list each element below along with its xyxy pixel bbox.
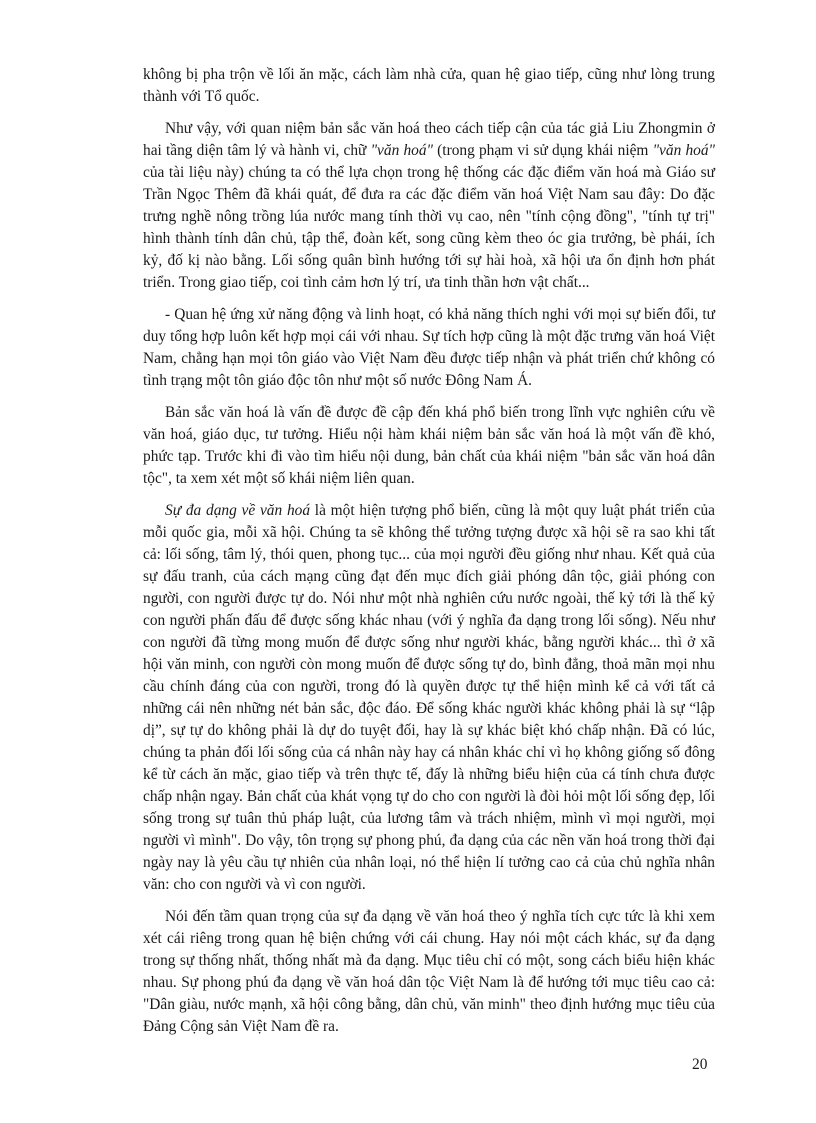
text-run: Như vậy, với quan niệm bản sắc văn hoá theo cách tiếp cận của tác giả Liu Zhongmin ở hai tầng diện tâm lý và hành vi, chữ (143, 120, 715, 159)
paragraph (143, 500, 715, 896)
text-run: (trong phạm vi sử dụng khái niệm (433, 142, 653, 159)
text-run: không bị pha trộn về lối ăn mặc, cách làm nhà cửa, quan hệ giao tiếp, cũng như lòng trung thành với Tổ quốc. (143, 66, 715, 105)
text-run: của tài liệu này) chúng ta có thể lựa chọn trong hệ thống các đặc điểm văn hoá mà Giáo sư Trần Ngọc Thêm đã khái quát, để đưa ra các đặc điểm văn hoá Việt Nam sau đây: Do đặc trưng nghề nông trồng lúa nước mang tính thời vụ cao, nên "tính cộng đồng", "tính tự trị" hình thành tính dân chủ, tập thể, đoàn kết, song cũng kèm theo óc gia trưởng, bè phái, ích kỷ, đố kị nào bằng. Lối sống quân bình hướng tới sự hài hoà, xã hội ưa ổn định hơn phát triển. Trong giao tiếp, coi tình cảm hơn lý trí, ưa tinh thần hơn vật chất... (143, 164, 715, 291)
paragraph (143, 118, 715, 294)
page-number: 20 (692, 1056, 708, 1073)
paragraph (143, 304, 715, 392)
paragraph (143, 402, 715, 490)
text-run: là một hiện tượng phổ biến, cũng là một quy luật phát triển của mỗi quốc gia, mỗi xã hội. Chúng ta sẽ không thể tưởng tượng được xã hội sẽ ra sao khi tất cả: lối sống, tâm lý, thói quen, phong tục... của mọi người đều giống như nhau. Kết quả của sự đấu tranh, của cách mạng cũng đạt đến mục đích giải phóng dân tộc, giải phóng con người, con người được tự do. Nói như một nhà nghiên cứu nước ngoài, thế kỷ tới là thế kỷ con người phấn đấu để được sống khác nhau (với ý nghĩa đa dạng trong lối sống). Nếu như con người đã từng mong muốn để được sống như người khác, bằng người khác... thì ở xã hội văn minh, con người còn mong muốn để được sống tự do, bình đẳng, thoả mãn mọi nhu cầu chính đáng của con người, trong đó là quyền được tự thể hiện mình kể cả với tất cả những cái nên những nét bản sắc, độc đáo. Để sống khác người khác không phải là sự “lập dị”, sự tự do không phải là dự do tuyệt đối, hay là sự khác biệt khó chấp nhận. Đã có lúc, chúng ta phản đối lối sống của cá nhân này hay cá nhân khác chỉ vì họ không giống số đông kể từ cách ăn mặc, giao tiếp và trên thực tế, đấy là những biểu hiện của cá tính chưa được chấp nhận ngay. Bản chất của khát vọng tự do cho con người là đòi hỏi một lối sống đẹp, lối sống trong sự tuân thủ pháp luật, của lương tâm và trách nhiệm, mình vì mọi người, mọi người vì mình". Do vậy, tôn trọng sự phong phú, đa dạng của các nền văn hoá trong thời đại ngày nay là yêu cầu tự nhiên của nhân loại, nó thể hiện lí tưởng cao cả của chủ nghĩa nhân văn: cho con người và vì con người. (143, 502, 715, 893)
text-run: Nói đến tầm quan trọng của sự đa dạng về văn hoá theo ý nghĩa tích cực tức là khi xem xét cái riêng trong quan hệ biện chứng với cái chung. Hay nói một cách khác, sự đa dạng trong sự thống nhất, thống nhất mà đa dạng. Mục tiêu chỉ có một, song cách biểu hiện khác nhau. Sự phong phú đa dạng về văn hoá dân tộc Việt Nam là để hướng tới mục tiêu cao cả: "Dân giàu, nước mạnh, xã hội công bằng, dân chủ, văn minh" theo định hướng mục tiêu của Đảng Cộng sản Việt Nam đề ra. (143, 908, 715, 1035)
italic-term: Sự đa dạng về văn hoá (165, 502, 311, 519)
italic-term: "văn hoá" (370, 142, 433, 159)
paragraph (143, 906, 715, 1038)
text-run: Bản sắc văn hoá là vấn đề được đề cập đến khá phổ biến trong lĩnh vực nghiên cứu về văn hoá, giáo dục, tư tưởng. Hiểu nội hàm khái niệm bản sắc văn hoá là một vấn đề khó, phức tạp. Trước khi đi vào tìm hiểu nội dung, bản chất của khái niệm "bản sắc văn hoá dân tộc", ta xem xét một số khái niệm liên quan. (143, 404, 715, 487)
italic-term: "văn hoá" (652, 142, 715, 159)
text-run: - Quan hệ ứng xử năng động và linh hoạt, có khả năng thích nghi với mọi sự biến đổi, tư duy tổng hợp luôn kết hợp mọi cái với nhau. Sự tích hợp cũng là một đặc trưng văn hoá Việt Nam, chẳng hạn mọi tôn giáo vào Việt Nam đều được tiếp nhận và phát triển chứ không có tình trạng một tôn giáo độc tôn như một số nước Đông Nam Á. (143, 306, 715, 389)
paragraph (143, 64, 715, 108)
document-body (143, 64, 715, 1048)
